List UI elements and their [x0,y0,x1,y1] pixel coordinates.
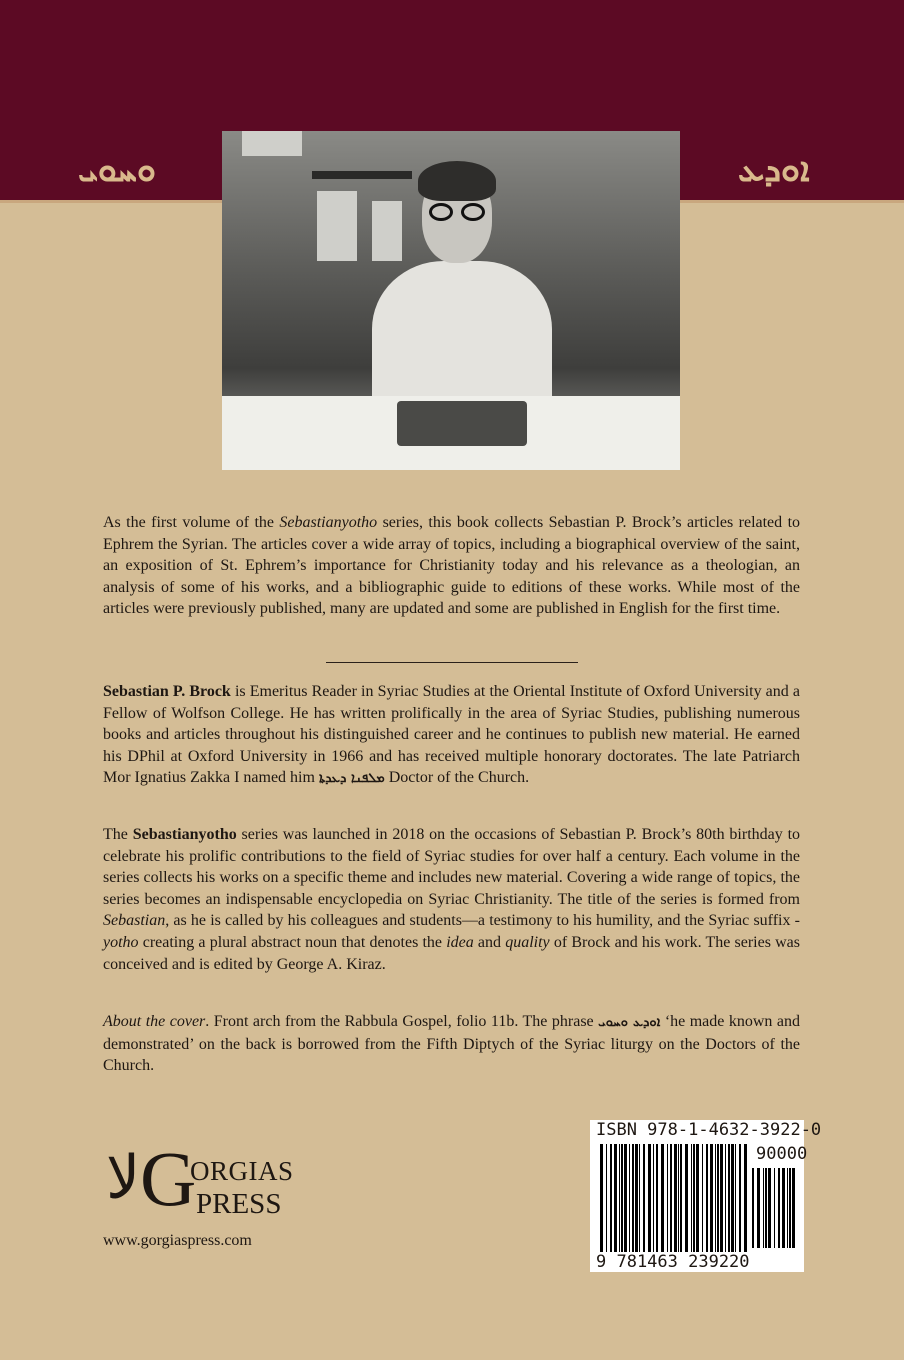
author-photo [222,131,680,470]
barcode-bar [606,1144,607,1266]
books [317,191,357,261]
syriac-phrase: ܡܠܦܢܐ ܕܥܕܬܐ [318,771,385,787]
divider [326,662,578,663]
barcode-bar [765,1168,767,1248]
text: of Brock and his work. The series was conceived and is edited by George A. Kiraz. [103,933,800,973]
syriac-word-left: ܘܚܘܝ [78,150,156,190]
barcode-bar [621,1144,623,1266]
text: ‘he made known and demonstrated’ on the back is borrowed from the Fifth Diptych of the Syriac liturgy on the Doctors of the Church. [103,1013,801,1075]
syriac-phrase: ܐܘܕܥ ܘܚܘܝ [598,1015,661,1030]
barcode-bar [735,1144,736,1266]
text: series was launched in 2018 on the occasions of Sebastian P. Brock’s 80th birthday to celebrate his prolific contributions to the field of Syriac studies for over half a century. Each volume in the series collects his works on a specific theme and includes new material. Covering a wide range of topics, the series becomes an indispensable encyclopedia on Syriac Christianity. The title of the series is formed from [103,826,801,908]
text: The [103,826,133,843]
cover-note [103,1011,800,1077]
text: . Front arch from the Rabbula Gospel, folio 11b. The phrase [205,1013,599,1030]
barcode-bar [629,1144,630,1266]
publisher-name-line1: ORGIAS [190,1156,294,1186]
barcode-bar [696,1144,699,1266]
author-name: Sebastian P. Brock [103,683,231,700]
barcode-bar [691,1144,692,1266]
series-name: Sebastianyotho [132,826,237,843]
barcode-bar [768,1168,771,1248]
text: About the cover [103,1013,206,1030]
barcode-bar [710,1144,713,1266]
barcode-bar [624,1144,627,1266]
barcode-bar [739,1144,741,1266]
text: , as he is called by his colleagues and students—a testimony to his humility, and the Syriac suffix [165,912,795,930]
barcode-bar [653,1144,654,1266]
barcode-bar [763,1168,764,1248]
barcode-bar [643,1144,645,1266]
addon-bars [752,1168,800,1248]
barcode-bar [757,1168,760,1248]
barcode-bar [693,1144,695,1266]
barcode-bar [744,1144,747,1266]
logo-letter: G [140,1135,197,1222]
barcode-bar [600,1144,603,1266]
series-name: Sebastianyotho [279,514,378,531]
isbn-barcode [590,1120,822,1272]
barcode-bar [731,1144,734,1266]
barcode-bar [787,1168,788,1248]
barcode-bar [656,1144,658,1266]
barcode-bar [778,1168,780,1248]
barcode-bar [614,1144,617,1266]
barcode-bar [678,1144,679,1266]
barcode-bar [632,1144,634,1266]
glasses [427,203,487,221]
typewriter [397,401,527,446]
barcode-bar [635,1144,638,1266]
barcode-bar [752,1168,754,1248]
publisher-logo [98,1135,298,1240]
barcode-bar [725,1144,726,1266]
barcode-bar [639,1144,640,1266]
text: Doctor of the Church. [384,769,530,787]
text: As the first volume of the [103,514,280,531]
barcode-bar [702,1144,703,1266]
barcode-bar [667,1144,668,1266]
book-description [103,512,800,620]
text: -yotho [103,912,800,951]
barcode-bar [792,1168,795,1248]
text: idea [446,933,474,951]
books [372,201,402,261]
isbn-label: ISBN 978-1-4632-3922-0 [596,1120,822,1140]
barcode-bars [600,1144,750,1266]
barcode-bar [706,1144,708,1266]
text: creating a plural abstract noun that denotes the [138,933,447,951]
barcode-bar [789,1168,791,1248]
text: is Emeritus Reader in Syriac Studies at the Oriental Institute of Oxford University and a Fellow of Wolfson College. He has written prolifically in the area of Syriac Studies, publishing numerous books and articles throughout his distinguished career and he continues to publish new material. He earned his DPhil at Oxford University in 1966 and has received multiple honorary doctorates. The late Patriarch Mor Ignatius Zakka I named him [103,683,801,787]
barcode-bar [610,1144,612,1266]
person-hair [418,161,496,201]
barcode-bar [674,1144,677,1266]
text: series, this book collects Sebastian P. Brock’s articles related to Ephrem the Syrian. The articles cover a wide array of topics, including a biographical overview of the saint, an exposition of St. Ephrem’s importance for Christianity today and his relevance as a theologian, an analysis of some of his works, and a bibliographic guide to editions of these works. While most of the articles were previously published, many are updated and some are published in English for the first time. [103,514,801,618]
addon-digits: 90000 [756,1144,808,1164]
barcode-bar [648,1144,651,1266]
publisher-name-line2: PRESS [196,1188,282,1220]
text: quality [505,933,550,951]
barcode-bar [619,1144,620,1266]
series-description [103,824,800,975]
barcode-bar [680,1144,682,1266]
ean-digits: 9 781463 239220 [596,1252,750,1272]
barcode-bar [782,1168,785,1248]
bookshelf [312,171,412,179]
barcode-bar [715,1144,716,1266]
text: Sebastian [103,912,166,930]
barcode-bar [720,1144,723,1266]
barcode-bar [717,1144,719,1266]
syriac-word-right: ܐܘܕܥ [738,150,810,190]
text: and [473,933,506,951]
publisher-url: www.gorgiaspress.com [103,1232,252,1249]
papers [242,131,302,156]
barcode-bar [670,1144,672,1266]
barcode-bar [685,1144,688,1266]
calligraphy-mark-icon: ﻻ [106,1143,141,1213]
barcode-bar [728,1144,730,1266]
barcode-bar [661,1144,664,1266]
barcode-bar [774,1168,775,1248]
author-bio [103,681,800,790]
